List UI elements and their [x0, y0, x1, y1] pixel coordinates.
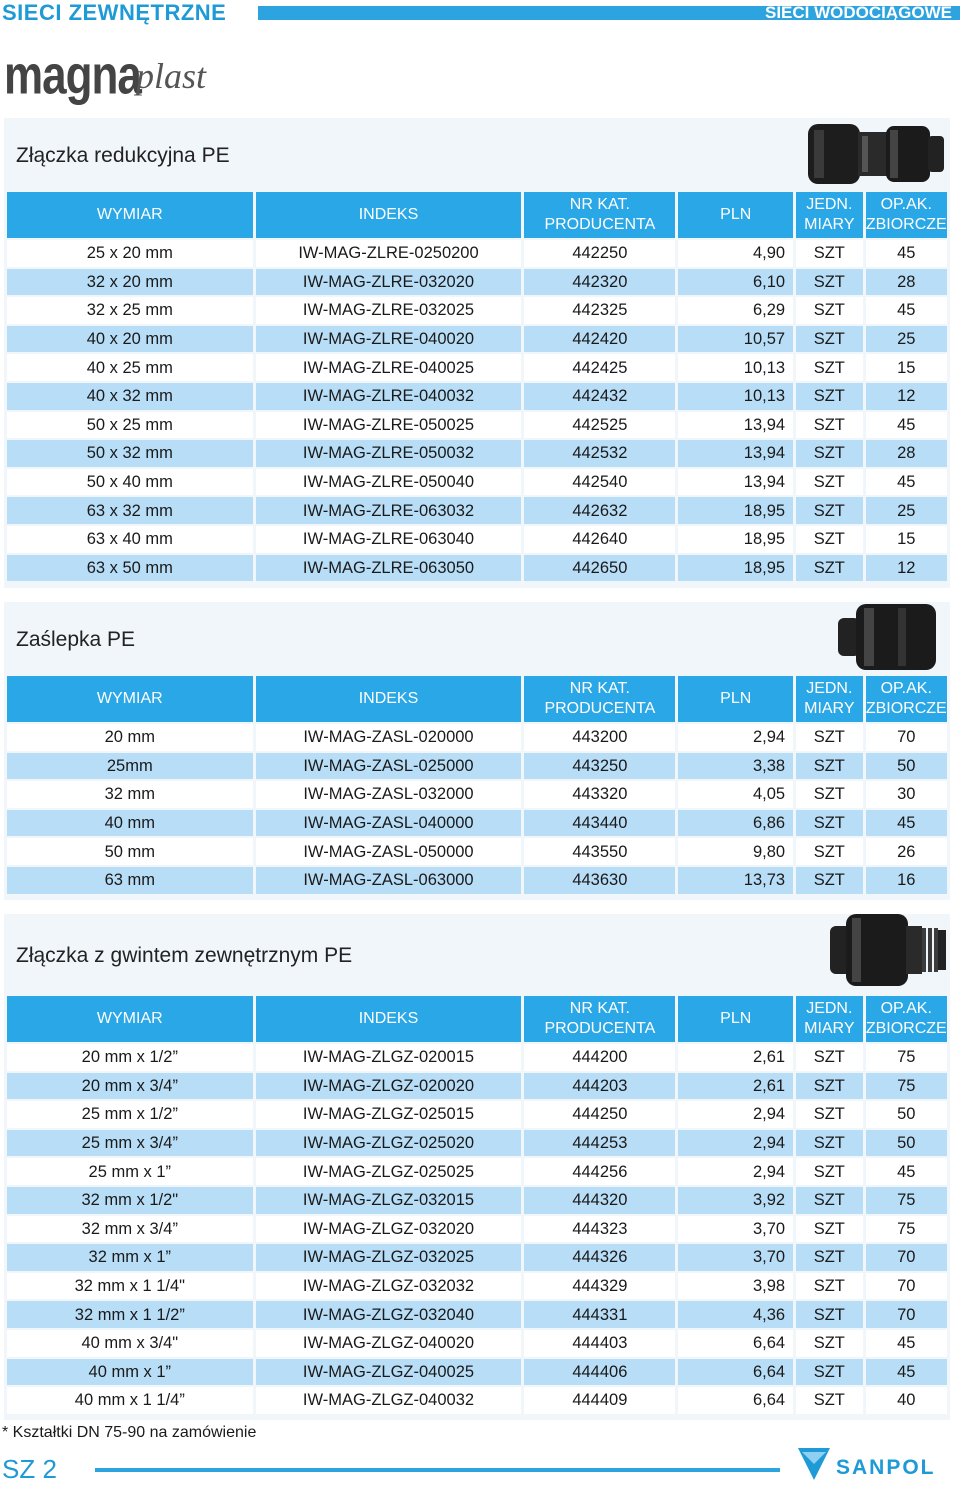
section-title: Zaślepka PE [16, 628, 136, 651]
cell-op: 70 [866, 1273, 947, 1300]
top-header-bar [0, 0, 960, 26]
col-pln: PLN [678, 192, 793, 238]
cell-nr-kat: 444323 [524, 1216, 675, 1243]
cell-nr-kat: 442640 [524, 526, 675, 553]
col-jedn [796, 676, 862, 722]
table-row [7, 1273, 947, 1300]
cell-wymiar: 20 mm x 3/4” [7, 1073, 253, 1100]
cell-jedn: SZT [796, 469, 862, 496]
cell-indeks: IW-MAG-ZASL-040000 [256, 810, 522, 837]
reducer-coupling-table [4, 190, 950, 583]
cell-op: 50 [866, 1101, 947, 1128]
col-jedn-line1: JEDN. [806, 1000, 853, 1017]
cell-wymiar: 32 mm x 1 1/4" [7, 1273, 253, 1300]
cell-pln: 3,92 [678, 1187, 793, 1214]
cell-op: 45 [866, 297, 947, 324]
cell-op: 75 [866, 1216, 947, 1243]
cell-pln: 13,94 [678, 469, 793, 496]
col-jedn-line2: MIARY [804, 216, 855, 233]
cell-pln: 3,70 [678, 1216, 793, 1243]
table-row [7, 297, 947, 324]
cell-wymiar: 63 mm [7, 867, 253, 894]
cell-wymiar: 25 mm x 1/2” [7, 1101, 253, 1128]
table-row [7, 412, 947, 439]
table-row [7, 1101, 947, 1128]
table-row [7, 724, 947, 751]
cell-nr-kat: 442540 [524, 469, 675, 496]
cell-indeks: IW-MAG-ZLRE-050032 [256, 440, 522, 467]
cell-jedn: SZT [796, 1073, 862, 1100]
cell-jedn: SZT [796, 1387, 862, 1414]
footnote: * Kształtki DN 75-90 na zamówienie [2, 1424, 257, 1441]
col-op-line2: ZBIORCZE [865, 216, 947, 233]
cell-op: 30 [866, 781, 947, 808]
cell-indeks: IW-MAG-ZLGZ-032032 [256, 1273, 522, 1300]
table-row [7, 1301, 947, 1328]
cell-jedn: SZT [796, 269, 862, 296]
table-row [7, 555, 947, 582]
table-row [7, 753, 947, 780]
cell-indeks: IW-MAG-ZASL-025000 [256, 753, 522, 780]
cell-op: 45 [866, 240, 947, 267]
cell-pln: 4,90 [678, 240, 793, 267]
table-row [7, 497, 947, 524]
sanpol-drop-icon [798, 1448, 830, 1480]
cell-indeks: IW-MAG-ZLRE-032025 [256, 297, 522, 324]
cell-nr-kat: 442650 [524, 555, 675, 582]
cell-wymiar: 32 x 20 mm [7, 269, 253, 296]
col-op-line1: OP.AK. [880, 196, 932, 213]
table-row [7, 526, 947, 553]
table-row [7, 1216, 947, 1243]
cell-pln: 13,94 [678, 412, 793, 439]
category-title: SIECI ZEWNĘTRZNE [2, 0, 227, 25]
cell-jedn: SZT [796, 497, 862, 524]
cell-pln: 3,98 [678, 1273, 793, 1300]
cell-wymiar: 32 mm x 3/4” [7, 1216, 253, 1243]
cell-nr-kat: 443630 [524, 867, 675, 894]
cell-jedn: SZT [796, 526, 862, 553]
col-nr-kat-line2: PRODUCENTA [544, 700, 656, 717]
male-thread-coupling-table [4, 994, 950, 1416]
cell-jedn: SZT [796, 1244, 862, 1271]
end-cap-table [4, 674, 950, 896]
table-row [7, 867, 947, 894]
cell-wymiar: 25mm [7, 753, 253, 780]
col-indeks: INDEKS [256, 676, 522, 722]
table-row [7, 1130, 947, 1157]
cell-jedn: SZT [796, 555, 862, 582]
cell-indeks: IW-MAG-ZLGZ-032040 [256, 1301, 522, 1328]
cell-nr-kat: 442532 [524, 440, 675, 467]
col-indeks: INDEKS [256, 996, 522, 1042]
cell-op: 45 [866, 412, 947, 439]
cell-pln: 4,36 [678, 1301, 793, 1328]
table-row [7, 326, 947, 353]
cell-indeks: IW-MAG-ZLGZ-020015 [256, 1044, 522, 1071]
cell-wymiar: 40 mm x 3/4" [7, 1330, 253, 1357]
cell-wymiar: 40 x 32 mm [7, 383, 253, 410]
col-nr-kat [524, 676, 675, 722]
cell-indeks: IW-MAG-ZLRE-050025 [256, 412, 522, 439]
cell-op: 45 [866, 1359, 947, 1386]
cell-wymiar: 63 x 40 mm [7, 526, 253, 553]
cell-indeks: IW-MAG-ZLGZ-025025 [256, 1158, 522, 1185]
cell-pln: 18,95 [678, 555, 793, 582]
cell-op: 50 [866, 753, 947, 780]
cell-nr-kat: 444403 [524, 1330, 675, 1357]
cell-op: 45 [866, 469, 947, 496]
col-jedn [796, 996, 862, 1042]
section-title: Złączka z gwintem zewnętrznym PE [16, 944, 353, 967]
cell-op: 45 [866, 1330, 947, 1357]
cell-wymiar: 25 mm x 3/4” [7, 1130, 253, 1157]
cell-indeks: IW-MAG-ZLGZ-025015 [256, 1101, 522, 1128]
cell-wymiar: 25 mm x 1” [7, 1158, 253, 1185]
col-indeks: INDEKS [256, 192, 522, 238]
cell-pln: 10,13 [678, 383, 793, 410]
cell-nr-kat: 444326 [524, 1244, 675, 1271]
col-wymiar: WYMIAR [7, 676, 253, 722]
table-header-row [7, 996, 947, 1042]
cell-nr-kat: 443250 [524, 753, 675, 780]
cell-jedn: SZT [796, 383, 862, 410]
col-jedn [796, 192, 862, 238]
cell-pln: 13,73 [678, 867, 793, 894]
table-row [7, 1330, 947, 1357]
table-row [7, 240, 947, 267]
cell-op: 16 [866, 867, 947, 894]
sanpol-logo [796, 1444, 956, 1486]
cell-nr-kat: 444409 [524, 1387, 675, 1414]
col-nr-kat [524, 996, 675, 1042]
col-nr-kat-line2: PRODUCENTA [544, 1020, 656, 1037]
cell-indeks: IW-MAG-ZASL-020000 [256, 724, 522, 751]
cell-indeks: IW-MAG-ZLRE-0250200 [256, 240, 522, 267]
cell-op: 12 [866, 383, 947, 410]
cell-jedn: SZT [796, 1330, 862, 1357]
cell-jedn: SZT [796, 1187, 862, 1214]
cell-pln: 10,57 [678, 326, 793, 353]
cell-nr-kat: 443200 [524, 724, 675, 751]
cell-jedn: SZT [796, 753, 862, 780]
cell-pln: 18,95 [678, 526, 793, 553]
cell-jedn: SZT [796, 240, 862, 267]
cell-indeks: IW-MAG-ZLGZ-040032 [256, 1387, 522, 1414]
cell-jedn: SZT [796, 810, 862, 837]
cell-nr-kat: 444329 [524, 1273, 675, 1300]
cell-jedn: SZT [796, 1158, 862, 1185]
cell-wymiar: 32 mm x 1/2" [7, 1187, 253, 1214]
cell-nr-kat: 442420 [524, 326, 675, 353]
cell-jedn: SZT [796, 1216, 862, 1243]
cell-op: 45 [866, 810, 947, 837]
cell-pln: 2,61 [678, 1044, 793, 1071]
cell-nr-kat: 444203 [524, 1073, 675, 1100]
cell-indeks: IW-MAG-ZLRE-063050 [256, 555, 522, 582]
cell-nr-kat: 442250 [524, 240, 675, 267]
cell-nr-kat: 444320 [524, 1187, 675, 1214]
cell-op: 15 [866, 354, 947, 381]
sanpol-wordmark: SANPOL [836, 1456, 936, 1479]
table-row [7, 383, 947, 410]
cell-op: 50 [866, 1130, 947, 1157]
cell-wymiar: 40 x 20 mm [7, 326, 253, 353]
logo-text-magna: magna [4, 46, 141, 106]
cell-indeks: IW-MAG-ZASL-032000 [256, 781, 522, 808]
cell-wymiar: 50 x 32 mm [7, 440, 253, 467]
cell-pln: 2,94 [678, 724, 793, 751]
cell-wymiar: 63 x 32 mm [7, 497, 253, 524]
table-row [7, 1073, 947, 1100]
col-jedn-line1: JEDN. [806, 196, 853, 213]
table-row [7, 838, 947, 865]
cell-op: 40 [866, 1387, 947, 1414]
table-row [7, 1187, 947, 1214]
cell-nr-kat: 443440 [524, 810, 675, 837]
col-wymiar: WYMIAR [7, 996, 253, 1042]
cell-pln: 2,94 [678, 1158, 793, 1185]
subcategory-title: SIECI WODOCIĄGOWE [765, 3, 952, 22]
cell-pln: 9,80 [678, 838, 793, 865]
col-jedn-line2: MIARY [804, 1020, 855, 1037]
cell-nr-kat: 444200 [524, 1044, 675, 1071]
cell-nr-kat: 444250 [524, 1101, 675, 1128]
cell-indeks: IW-MAG-ZLGZ-032025 [256, 1244, 522, 1271]
col-wymiar: WYMIAR [7, 192, 253, 238]
cell-indeks: IW-MAG-ZLGZ-020020 [256, 1073, 522, 1100]
table-row [7, 1387, 947, 1414]
table-row [7, 1359, 947, 1386]
section-title: Złączka redukcyjna PE [16, 144, 230, 167]
cell-nr-kat: 442325 [524, 297, 675, 324]
table-row [7, 781, 947, 808]
table-row [7, 269, 947, 296]
cell-pln: 4,05 [678, 781, 793, 808]
col-op-line1: OP.AK. [880, 680, 932, 697]
cell-op: 70 [866, 1301, 947, 1328]
cell-nr-kat: 442632 [524, 497, 675, 524]
cell-jedn: SZT [796, 1130, 862, 1157]
cell-indeks: IW-MAG-ZLRE-050040 [256, 469, 522, 496]
cell-wymiar: 40 mm [7, 810, 253, 837]
cell-indeks: IW-MAG-ZLRE-040032 [256, 383, 522, 410]
cell-pln: 3,38 [678, 753, 793, 780]
cell-pln: 2,94 [678, 1101, 793, 1128]
table-row [7, 354, 947, 381]
table-body [7, 1044, 947, 1414]
cell-op: 12 [866, 555, 947, 582]
cell-jedn: SZT [796, 1359, 862, 1386]
cell-nr-kat: 444406 [524, 1359, 675, 1386]
col-op [866, 676, 947, 722]
male-thread-coupling-image [822, 910, 950, 990]
table-body [7, 724, 947, 894]
cell-jedn: SZT [796, 1301, 862, 1328]
end-cap-image [828, 596, 948, 676]
cell-nr-kat: 442432 [524, 383, 675, 410]
cell-wymiar: 40 mm x 1” [7, 1359, 253, 1386]
cell-jedn: SZT [796, 297, 862, 324]
cell-op: 25 [866, 326, 947, 353]
cell-nr-kat: 444253 [524, 1130, 675, 1157]
cell-wymiar: 32 mm [7, 781, 253, 808]
cell-pln: 10,13 [678, 354, 793, 381]
cell-jedn: SZT [796, 440, 862, 467]
table-header-row [7, 192, 947, 238]
cell-pln: 6,10 [678, 269, 793, 296]
cell-indeks: IW-MAG-ZLRE-063032 [256, 497, 522, 524]
cell-pln: 2,94 [678, 1130, 793, 1157]
cell-pln: 6,64 [678, 1387, 793, 1414]
col-jedn-line1: JEDN. [806, 680, 853, 697]
cell-indeks: IW-MAG-ZLRE-040025 [256, 354, 522, 381]
cell-indeks: IW-MAG-ZASL-050000 [256, 838, 522, 865]
col-pln: PLN [678, 676, 793, 722]
col-op [866, 192, 947, 238]
cell-jedn: SZT [796, 867, 862, 894]
table-body [7, 240, 947, 581]
cell-nr-kat: 442320 [524, 269, 675, 296]
cell-jedn: SZT [796, 838, 862, 865]
cell-jedn: SZT [796, 326, 862, 353]
cell-op: 75 [866, 1044, 947, 1071]
cell-indeks: IW-MAG-ZLRE-063040 [256, 526, 522, 553]
cell-wymiar: 32 x 25 mm [7, 297, 253, 324]
cell-wymiar: 20 mm [7, 724, 253, 751]
cell-wymiar: 32 mm x 1” [7, 1244, 253, 1271]
cell-nr-kat: 443550 [524, 838, 675, 865]
cell-wymiar: 40 x 25 mm [7, 354, 253, 381]
col-op-line1: OP.AK. [880, 1000, 932, 1017]
cell-indeks: IW-MAG-ZLGZ-032020 [256, 1216, 522, 1243]
table-header-row [7, 676, 947, 722]
col-nr-kat-line1: NR KAT. [569, 1000, 630, 1017]
cell-nr-kat: 442525 [524, 412, 675, 439]
table-row [7, 1158, 947, 1185]
logo-text-plast: plast [136, 56, 207, 96]
cell-pln: 6,29 [678, 297, 793, 324]
cell-op: 26 [866, 838, 947, 865]
magnaplast-logo [4, 46, 244, 108]
col-jedn-line2: MIARY [804, 700, 855, 717]
cell-nr-kat: 444256 [524, 1158, 675, 1185]
cell-wymiar: 50 x 40 mm [7, 469, 253, 496]
cell-wymiar: 63 x 50 mm [7, 555, 253, 582]
footer-line [95, 1468, 780, 1472]
cell-jedn: SZT [796, 781, 862, 808]
cell-pln: 6,64 [678, 1330, 793, 1357]
cell-indeks: IW-MAG-ZLRE-040020 [256, 326, 522, 353]
table-row [7, 810, 947, 837]
cell-pln: 6,64 [678, 1359, 793, 1386]
col-op [866, 996, 947, 1042]
cell-pln: 18,95 [678, 497, 793, 524]
col-op-line2: ZBIORCZE [865, 700, 947, 717]
cell-op: 70 [866, 1244, 947, 1271]
cell-op: 75 [866, 1073, 947, 1100]
cell-jedn: SZT [796, 1101, 862, 1128]
col-nr-kat-line2: PRODUCENTA [544, 216, 656, 233]
cell-jedn: SZT [796, 724, 862, 751]
cell-indeks: IW-MAG-ZLGZ-032015 [256, 1187, 522, 1214]
table-row [7, 1244, 947, 1271]
cell-op: 15 [866, 526, 947, 553]
cell-op: 45 [866, 1158, 947, 1185]
cell-nr-kat: 442425 [524, 354, 675, 381]
cell-wymiar: 25 x 20 mm [7, 240, 253, 267]
cell-indeks: IW-MAG-ZLRE-032020 [256, 269, 522, 296]
table-row [7, 440, 947, 467]
cell-op: 28 [866, 440, 947, 467]
page-code: SZ 2 [2, 1454, 57, 1484]
col-op-line2: ZBIORCZE [865, 1020, 947, 1037]
cell-wymiar: 50 x 25 mm [7, 412, 253, 439]
cell-nr-kat: 443320 [524, 781, 675, 808]
cell-indeks: IW-MAG-ZLGZ-040025 [256, 1359, 522, 1386]
cell-wymiar: 32 mm x 1 1/2” [7, 1301, 253, 1328]
col-nr-kat-line1: NR KAT. [569, 196, 630, 213]
col-nr-kat [524, 192, 675, 238]
cell-indeks: IW-MAG-ZASL-063000 [256, 867, 522, 894]
cell-wymiar: 20 mm x 1/2” [7, 1044, 253, 1071]
cell-jedn: SZT [796, 1044, 862, 1071]
col-pln: PLN [678, 996, 793, 1042]
cell-indeks: IW-MAG-ZLGZ-025020 [256, 1130, 522, 1157]
cell-indeks: IW-MAG-ZLGZ-040020 [256, 1330, 522, 1357]
cell-op: 28 [866, 269, 947, 296]
table-row [7, 1044, 947, 1071]
col-nr-kat-line1: NR KAT. [569, 680, 630, 697]
cell-op: 75 [866, 1187, 947, 1214]
cell-pln: 6,86 [678, 810, 793, 837]
cell-wymiar: 40 mm x 1 1/4” [7, 1387, 253, 1414]
cell-jedn: SZT [796, 412, 862, 439]
cell-op: 70 [866, 724, 947, 751]
cell-jedn: SZT [796, 354, 862, 381]
reducer-coupling-image [800, 110, 950, 190]
cell-op: 25 [866, 497, 947, 524]
cell-pln: 13,94 [678, 440, 793, 467]
cell-pln: 2,61 [678, 1073, 793, 1100]
table-row [7, 469, 947, 496]
cell-jedn: SZT [796, 1273, 862, 1300]
cell-wymiar: 50 mm [7, 838, 253, 865]
cell-nr-kat: 444331 [524, 1301, 675, 1328]
cell-pln: 3,70 [678, 1244, 793, 1271]
